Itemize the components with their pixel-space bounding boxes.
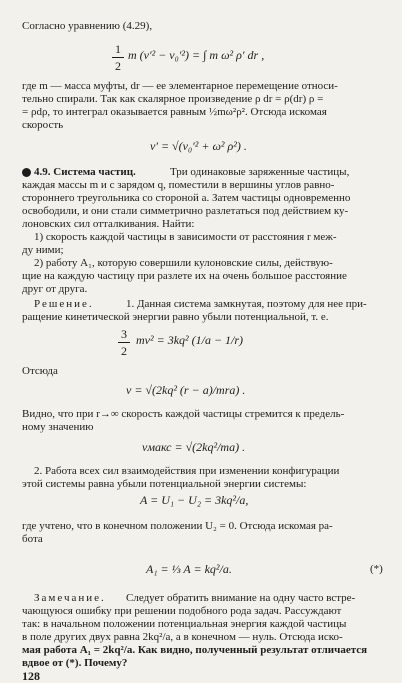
text-line: чающуюся ошибку при решении подобного рода задач. Рассуждают	[22, 605, 342, 617]
text-line: друг от друга.	[22, 283, 88, 295]
text-line: лоновских сил отталкивания. Найти:	[22, 218, 195, 230]
text-line: стороннего треугольника со стороной a. Затем частицы одновременно	[22, 192, 351, 204]
text-line: 2) работу A₁, которую совершили кулоновские силы, действую-	[34, 257, 333, 269]
text-line: ному значению	[22, 421, 94, 433]
text-line: ду ними;	[22, 244, 64, 256]
text-line: вдвое от (*). Почему?	[22, 657, 128, 669]
text-line: 1) скорость каждой частицы в зависимости от расстояния r меж-	[34, 231, 337, 243]
remark-label: Замечание.	[34, 592, 106, 604]
bullet-dot-icon	[22, 168, 31, 177]
text-line: каждая массы m и с зарядом q, поместили в вершины углов равно-	[22, 179, 335, 191]
equation-work-one: A₁ = ⅓ A = kq²/a.	[146, 562, 232, 576]
text-line: где m — масса муфты, dr — ее элементарное перемещение относи-	[22, 80, 338, 92]
text-line: освободили, и они стали симметрично разлетаться под действием ку-	[22, 205, 349, 217]
fraction-three-halves: 3 2	[118, 328, 130, 357]
problem-title: 4.9. Система частиц.	[34, 166, 136, 178]
text-line: скорость	[22, 119, 64, 131]
equation-energy-conservation: mv² = 3kq² (1/a − 1/r)	[136, 333, 244, 347]
text-line: так: в начальном положении потенциальная энергия каждой частицы	[22, 618, 347, 630]
text-line: Отсюда	[22, 365, 58, 377]
text-line: мая работа A₁ = 2kq²/a. Как видно, полученный результат отличается	[22, 644, 368, 656]
text-line: щие на каждую частицу при разлете их на очень большое расстояние	[22, 270, 347, 282]
equation-speed-max: vмакс = √(2kq²/ma) .	[142, 440, 246, 454]
fraction-half: 1 2	[112, 43, 124, 72]
text-line: бота	[22, 533, 43, 545]
text-line: Согласно уравнению (4.29),	[22, 20, 153, 32]
text-line: тельно спирали. Так как скалярное произведение ρ dr = ρ(dr) ρ =	[22, 93, 324, 105]
text-line: Видно, что при r→∞ скорость каждой частицы стремится к предель-	[22, 408, 345, 420]
text-line: ращение кинетической энергии равно убыли потенциальной, т. е.	[22, 311, 329, 323]
equation-tag: (*)	[370, 563, 383, 575]
text-line: = ρdρ, то интеграл оказывается равным ½mω²ρ². Отсюда искомая	[22, 106, 327, 118]
solution-label: Решение.	[34, 298, 94, 310]
page-number: 128	[22, 669, 40, 683]
text-line: этой системы равна убыли потенциальной энергии системы:	[22, 478, 307, 490]
text-line: где учтено, что в конечном положении U₂ = 0. Отсюда искомая ра-	[22, 520, 333, 532]
equation-speed-r: v = √(2kq² (r − a)/mra) .	[126, 383, 246, 397]
text-line: Три одинаковые заряженные частицы,	[170, 166, 350, 178]
equation-work-total: A = U₁ − U₂ = 3kq²/a,	[140, 493, 249, 507]
equation-energy: m (v′² − v₀′²) = ∫ m ω² ρ′ dr ,	[128, 48, 265, 62]
text-line: 2. Работа всех сил взаимодействия при изменении конфигурации	[34, 465, 340, 477]
text-line: в поле других двух равна 2kq²/a, а в конечном — нуль. Отсюда иско-	[22, 631, 343, 643]
equation-velocity: v′ = √(v₀′² + ω² ρ²) .	[150, 139, 247, 153]
text-line: Следует обратить внимание на одну часто встре-	[126, 592, 356, 604]
text-line: 1. Данная система замкнутая, поэтому для нее при-	[126, 298, 367, 310]
